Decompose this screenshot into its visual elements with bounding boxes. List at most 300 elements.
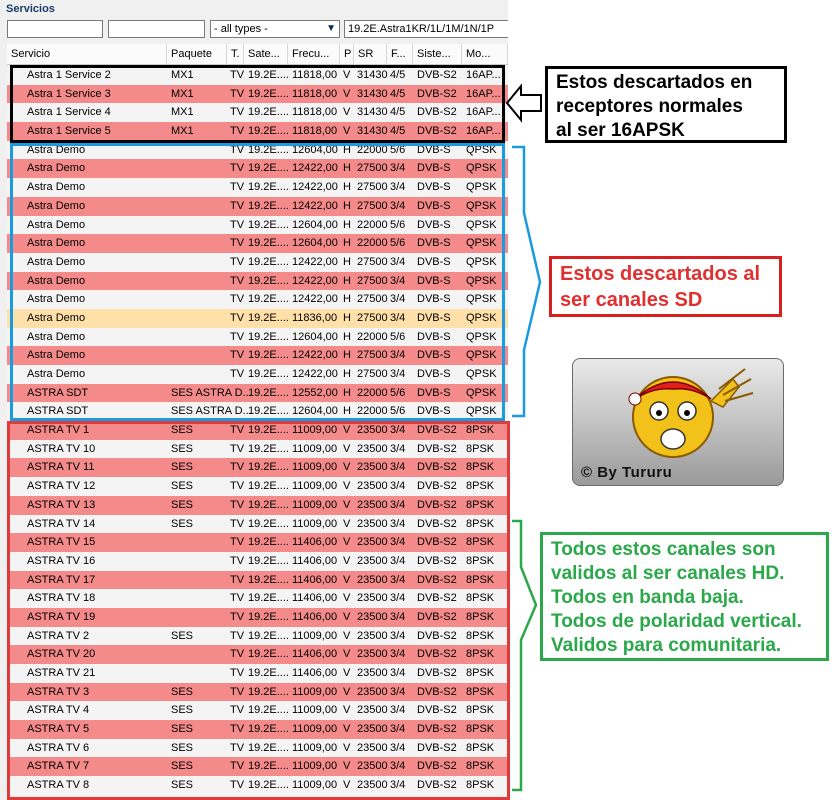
table-cell: 12604,00 [292, 143, 338, 156]
table-cell: 22000 [357, 330, 388, 343]
column-header[interactable]: Sate... [244, 44, 288, 64]
column-header[interactable]: T. [227, 44, 244, 64]
table-cell: Astra 1 Service 4 [27, 106, 111, 119]
table-cell: 5/6 [390, 330, 406, 343]
table-cell: 12422,00 [292, 199, 338, 212]
table-cell: SES [171, 461, 194, 474]
table-cell: 19.2E.... [248, 498, 289, 511]
table-cell: ASTRA SDT [27, 386, 89, 399]
table-cell: TV [230, 592, 245, 605]
table-cell: 3/4 [390, 349, 406, 362]
table-cell: V [343, 723, 351, 736]
table-cell: 8PSK [466, 704, 495, 717]
table-cell: 11009,00 [292, 498, 338, 511]
column-header[interactable]: F... [387, 44, 413, 64]
table-cell: 19.2E.... [248, 648, 289, 661]
table-cell: 19.2E.... [248, 424, 289, 437]
table-cell: TV [230, 723, 245, 736]
table-cell: DVB-S2 [417, 704, 457, 717]
table-cell: DVB-S2 [417, 723, 457, 736]
table-cell: V [343, 741, 351, 754]
table-cell: DVB-S2 [417, 573, 457, 586]
table-cell: 3/4 [390, 293, 406, 306]
table-cell: 23500 [357, 779, 388, 792]
table-cell: DVB-S2 [417, 498, 457, 511]
table-cell: ASTRA TV 5 [27, 723, 90, 736]
table-cell: TV [230, 330, 245, 343]
table-cell: 11009,00 [292, 760, 338, 773]
table-cell: V [343, 517, 351, 530]
table-cell: 3/4 [390, 255, 406, 268]
table-cell: 3/4 [390, 723, 406, 736]
table-cell: 3/4 [390, 610, 406, 623]
table-cell: 11406,00 [292, 610, 338, 623]
table-cell: 27500 [357, 349, 388, 362]
table-cell: SES [171, 517, 194, 530]
table-cell: 12604,00 [292, 330, 338, 343]
callout-line: Estos descartados al [560, 263, 761, 285]
table-cell: 19.2E.... [248, 480, 289, 493]
table-cell: DVB-S2 [417, 629, 457, 642]
table-cell: DVB-S [417, 293, 451, 306]
table-cell: 3/4 [390, 442, 406, 455]
table-cell: 23500 [357, 536, 388, 549]
table-cell: 23500 [357, 592, 388, 605]
table-cell: TV [230, 106, 245, 119]
table-cell: SES [171, 685, 194, 698]
table-cell: 22000 [357, 386, 388, 399]
table-cell: 4/5 [390, 69, 406, 81]
table-cell: DVB-S2 [417, 480, 457, 493]
callout-line: Todos estos canales son [551, 539, 776, 560]
table-cell: 5/6 [390, 237, 406, 250]
table-cell: 3/4 [390, 181, 406, 194]
table-cell: 31430 [357, 69, 388, 81]
table-cell: TV [230, 181, 245, 194]
table-cell: QPSK [466, 386, 497, 399]
table-cell: TV [230, 162, 245, 175]
table-cell: ASTRA TV 17 [27, 573, 96, 586]
table-cell: 19.2E.... [248, 517, 289, 530]
brace-blue [512, 147, 540, 416]
table-cell: 3/4 [390, 554, 406, 567]
table-cell: H [343, 162, 351, 175]
table-cell: DVB-S [417, 349, 451, 362]
table-cell: 11406,00 [292, 648, 338, 661]
table-cell: V [343, 760, 351, 773]
table-cell: 11009,00 [292, 685, 338, 698]
table-cell: 8PSK [466, 648, 495, 661]
table-cell: 22000 [357, 143, 388, 156]
table-cell: 23500 [357, 573, 388, 586]
table-cell: TV [230, 237, 245, 250]
table-cell: TV [230, 143, 245, 156]
table-cell: V [343, 87, 351, 100]
table-cell: 11406,00 [292, 592, 338, 605]
table-cell: 19.2E.... [248, 87, 289, 100]
table-cell: V [343, 648, 351, 661]
table-cell: 3/4 [390, 311, 406, 324]
dropdown-arrow-icon: ▼ [326, 23, 336, 34]
table-cell: V [343, 610, 351, 623]
table-cell: 11009,00 [292, 741, 338, 754]
table-cell: QPSK [466, 311, 497, 324]
table-cell: 23500 [357, 629, 388, 642]
table-cell: Astra 1 Service 2 [27, 69, 111, 81]
table-cell: 19.2E.... [248, 704, 289, 717]
table-cell: 19.2E.... [248, 255, 289, 268]
table-cell: 12552,00 [292, 386, 338, 399]
table-cell: ASTRA TV 7 [27, 760, 90, 773]
table-cell: DVB-S [417, 405, 451, 418]
table-cell: ASTRA TV 20 [27, 648, 96, 661]
table-cell: QPSK [466, 162, 497, 175]
table-cell: SES [171, 629, 194, 642]
table-cell: SES ASTRA D... [171, 386, 252, 399]
table-cell: Astra 1 Service 5 [27, 125, 111, 138]
table-cell: H [343, 368, 351, 380]
table-cell: TV [230, 255, 245, 268]
table-cell: V [343, 424, 351, 437]
table-cell: TV [230, 424, 245, 437]
table-cell: QPSK [466, 405, 497, 418]
table-cell: 27500 [357, 199, 388, 212]
table-cell: DVB-S2 [417, 554, 457, 567]
table-cell: ASTRA TV 2 [27, 629, 90, 642]
table-cell: ASTRA TV 10 [27, 442, 96, 455]
table-cell: Astra Demo [27, 293, 86, 306]
table-cell: 8PSK [466, 573, 495, 586]
type-filter-value: - all types - [214, 23, 268, 35]
table-cell: TV [230, 685, 245, 698]
table-cell: V [343, 685, 351, 698]
table-cell: 19.2E.... [248, 610, 289, 623]
table-cell: DVB-S [417, 368, 451, 380]
table-cell: DVB-S [417, 330, 451, 343]
table-cell: 27500 [357, 368, 388, 380]
table-cell: H [343, 237, 351, 250]
table-cell: Astra Demo [27, 311, 86, 324]
table-cell: 8PSK [466, 760, 495, 773]
table-cell: 19.2E.... [248, 125, 289, 138]
table-cell: 11406,00 [292, 667, 338, 679]
table-cell: V [343, 125, 351, 138]
table-cell: 3/4 [390, 685, 406, 698]
table-cell: 23500 [357, 461, 388, 474]
table-cell: ASTRA TV 19 [27, 610, 96, 623]
table-cell: 19.2E.... [248, 592, 289, 605]
table-cell: DVB-S [417, 162, 451, 175]
table-cell: DVB-S2 [417, 779, 457, 792]
table-cell: TV [230, 125, 245, 138]
table-cell: 8PSK [466, 741, 495, 754]
table-cell: 3/4 [390, 779, 406, 792]
table-cell: 12422,00 [292, 162, 338, 175]
column-header[interactable]: Servicio [7, 44, 167, 64]
table-cell: 8PSK [466, 517, 495, 530]
table-cell: 8PSK [466, 461, 495, 474]
table-cell: DVB-S [417, 255, 451, 268]
table-cell: H [343, 386, 351, 399]
table-cell: DVB-S2 [417, 424, 457, 437]
table-cell: V [343, 69, 351, 81]
table-cell: ASTRA TV 6 [27, 741, 90, 754]
table-cell: 19.2E.... [248, 293, 289, 306]
table-cell: 11406,00 [292, 573, 338, 586]
table-cell: 23500 [357, 685, 388, 698]
table-cell: SES [171, 424, 194, 437]
table-cell: 12422,00 [292, 274, 338, 287]
table-cell: MX1 [171, 69, 194, 81]
table-cell: DVB-S2 [417, 741, 457, 754]
table-cell: SES [171, 741, 194, 754]
table-cell: H [343, 293, 351, 306]
table-cell: 16AP... [466, 69, 501, 81]
table-cell: 3/4 [390, 536, 406, 549]
logo-text: © By Tururu [581, 464, 673, 481]
table-cell: 3/4 [390, 424, 406, 437]
table-cell: DVB-S [417, 199, 451, 212]
table-cell: QPSK [466, 293, 497, 306]
panel-title: Servicios [6, 3, 55, 15]
table-cell: 11009,00 [292, 704, 338, 717]
table-cell: 27500 [357, 181, 388, 194]
table-cell: 27500 [357, 274, 388, 287]
table-cell: H [343, 255, 351, 268]
column-header[interactable]: Siste... [413, 44, 462, 64]
table-cell: 8PSK [466, 554, 495, 567]
table-cell: 19.2E.... [248, 779, 289, 792]
table-cell: 3/4 [390, 667, 406, 679]
table-cell: 11818,00 [292, 106, 338, 119]
table-cell: 27500 [357, 293, 388, 306]
table-cell: ASTRA TV 3 [27, 685, 90, 698]
table-cell: DVB-S2 [417, 667, 457, 679]
table-cell: TV [230, 760, 245, 773]
table-cell: MX1 [171, 87, 194, 100]
callout-line: al ser 16APSK [556, 120, 685, 141]
callout-line: ser canales SD [560, 289, 703, 311]
table-cell: 12422,00 [292, 368, 338, 380]
table-cell: 19.2E.... [248, 741, 289, 754]
table-cell: TV [230, 311, 245, 324]
table-cell: 11818,00 [292, 87, 338, 100]
table-cell: 23500 [357, 723, 388, 736]
table-cell: SES [171, 760, 194, 773]
table-cell: 8PSK [466, 536, 495, 549]
table-cell: TV [230, 536, 245, 549]
table-cell: 3/4 [390, 648, 406, 661]
table-cell: DVB-S2 [417, 592, 457, 605]
table-cell: 4/5 [390, 87, 406, 100]
table-cell: Astra Demo [27, 199, 86, 212]
arrow-left-black [507, 86, 541, 120]
table-cell: V [343, 106, 351, 119]
table-cell: H [343, 311, 351, 324]
table-cell: ASTRA SDT [27, 405, 89, 418]
table-cell: Astra Demo [27, 218, 86, 231]
column-header[interactable]: Mo... [462, 44, 508, 64]
table-cell: 3/4 [390, 573, 406, 586]
table-cell: Astra Demo [27, 330, 86, 343]
table-cell: DVB-S2 [417, 442, 457, 455]
table-cell: 8PSK [466, 779, 495, 792]
table-cell: DVB-S2 [417, 610, 457, 623]
table-cell: TV [230, 199, 245, 212]
table-cell: 19.2E.... [248, 199, 289, 212]
table-cell: 5/6 [390, 386, 406, 399]
table-cell: H [343, 218, 351, 231]
column-header[interactable]: SR [354, 44, 387, 64]
table-cell: 22000 [357, 405, 388, 418]
table-cell: 8PSK [466, 480, 495, 493]
table-cell: 22000 [357, 218, 388, 231]
table-cell: V [343, 536, 351, 549]
table-cell: H [343, 349, 351, 362]
table-cell: DVB-S2 [417, 461, 457, 474]
table-cell: 19.2E.... [248, 106, 289, 119]
table-cell: Astra Demo [27, 274, 86, 287]
table-cell: 11009,00 [292, 779, 338, 792]
table-cell: DVB-S2 [417, 685, 457, 698]
table-cell: DVB-S2 [417, 106, 457, 119]
table-cell: DVB-S [417, 274, 451, 287]
table-cell: 19.2E.... [248, 405, 289, 418]
table-cell: V [343, 498, 351, 511]
table-cell: TV [230, 610, 245, 623]
table-cell: SES [171, 442, 194, 455]
table-cell: 3/4 [390, 480, 406, 493]
table-cell: V [343, 461, 351, 474]
table-cell: 19.2E.... [248, 330, 289, 343]
table-cell: 8PSK [466, 442, 495, 455]
table-cell: 19.2E.... [248, 237, 289, 250]
table-cell: V [343, 480, 351, 493]
table-cell: TV [230, 368, 245, 380]
table-cell: 19.2E.... [248, 442, 289, 455]
table-cell: 31430 [357, 87, 388, 100]
table-cell: 8PSK [466, 592, 495, 605]
table-cell: 11009,00 [292, 629, 338, 642]
table-cell: 19.2E.... [248, 554, 289, 567]
satellite-filter-input[interactable]: 19.2E.Astra1KR/1L/1M/1N/1P [344, 20, 508, 38]
table-cell: V [343, 629, 351, 642]
table-cell: TV [230, 554, 245, 567]
brace-green [512, 521, 536, 790]
table-cell: DVB-S [417, 237, 451, 250]
table-cell: QPSK [466, 181, 497, 194]
table-cell: 23500 [357, 741, 388, 754]
callout-16apsk [545, 66, 787, 143]
table-cell: QPSK [466, 349, 497, 362]
table-cell: 22000 [357, 237, 388, 250]
table-cell: 12422,00 [292, 181, 338, 194]
table-cell: 11009,00 [292, 723, 338, 736]
table-cell: 27500 [357, 311, 388, 324]
table-cell: 12422,00 [292, 255, 338, 268]
table-cell: DVB-S2 [417, 125, 457, 138]
table-cell: ASTRA TV 13 [27, 498, 96, 511]
table-cell: DVB-S [417, 218, 451, 231]
table-cell: H [343, 143, 351, 156]
table-cell: DVB-S2 [417, 648, 457, 661]
table-cell: ASTRA TV 4 [27, 704, 90, 717]
table-cell: ASTRA TV 11 [27, 461, 95, 474]
table-cell: SES [171, 704, 194, 717]
table-cell: H [343, 274, 351, 287]
table-cell: 19.2E.... [248, 274, 289, 287]
table-cell: 3/4 [390, 498, 406, 511]
table-cell: 19.2E.... [248, 536, 289, 549]
table-cell: Astra Demo [27, 255, 86, 268]
column-header[interactable]: P [340, 44, 354, 64]
table-cell: 12422,00 [292, 349, 338, 362]
table-cell: 3/4 [390, 760, 406, 773]
table-cell: TV [230, 667, 245, 679]
callout-sd [549, 256, 782, 317]
table-cell: ASTRA TV 21 [27, 667, 96, 679]
table-cell: TV [230, 573, 245, 586]
table-cell: ASTRA TV 18 [27, 592, 96, 605]
table-cell: DVB-S [417, 311, 451, 324]
table-cell: QPSK [466, 237, 497, 250]
table-cell: 23500 [357, 667, 388, 679]
table-cell: 27500 [357, 162, 388, 175]
table-cell: H [343, 181, 351, 194]
table-cell: 27500 [357, 255, 388, 268]
table-cell: 5/6 [390, 143, 406, 156]
callout-line: Todos de polaridad vertical. [551, 611, 802, 632]
table-cell: MX1 [171, 106, 194, 119]
table-cell: 23500 [357, 610, 388, 623]
table-cell: 12422,00 [292, 293, 338, 306]
table-cell: SES [171, 723, 194, 736]
table-cell: H [343, 330, 351, 343]
tururu-logo [572, 358, 784, 486]
table-cell: 11009,00 [292, 480, 338, 493]
table-cell: 3/4 [390, 741, 406, 754]
table-cell: 19.2E.... [248, 181, 289, 194]
table-cell: QPSK [466, 143, 497, 156]
table-cell: 11406,00 [292, 536, 338, 549]
table-cell: 23500 [357, 554, 388, 567]
table-cell: 16AP... [466, 106, 501, 119]
column-header[interactable]: Frecu... [288, 44, 340, 64]
table-cell: 3/4 [390, 199, 406, 212]
table-cell: TV [230, 648, 245, 661]
callout-line: receptores normales [556, 96, 743, 117]
table-cell: ASTRA TV 15 [27, 536, 96, 549]
table-cell: 3/4 [390, 162, 406, 175]
table-cell: Astra 1 Service 3 [27, 87, 111, 100]
table-cell: 3/4 [390, 704, 406, 717]
callout-line: Estos descartados en [556, 72, 753, 93]
column-header[interactable]: Paquete [167, 44, 227, 64]
table-cell: 19.2E.... [248, 143, 289, 156]
table-cell: 23500 [357, 442, 388, 455]
table-cell: H [343, 405, 351, 418]
table-cell: 23500 [357, 480, 388, 493]
table-cell: 4/5 [390, 125, 406, 138]
table-cell: Astra Demo [27, 162, 86, 175]
table-cell: 23500 [357, 424, 388, 437]
table-cell: 11836,00 [292, 311, 338, 324]
table-cell: QPSK [466, 199, 497, 212]
table-cell: 12604,00 [292, 218, 338, 231]
table-cell: 3/4 [390, 629, 406, 642]
table-cell: TV [230, 293, 245, 306]
table-cell: TV [230, 87, 245, 100]
